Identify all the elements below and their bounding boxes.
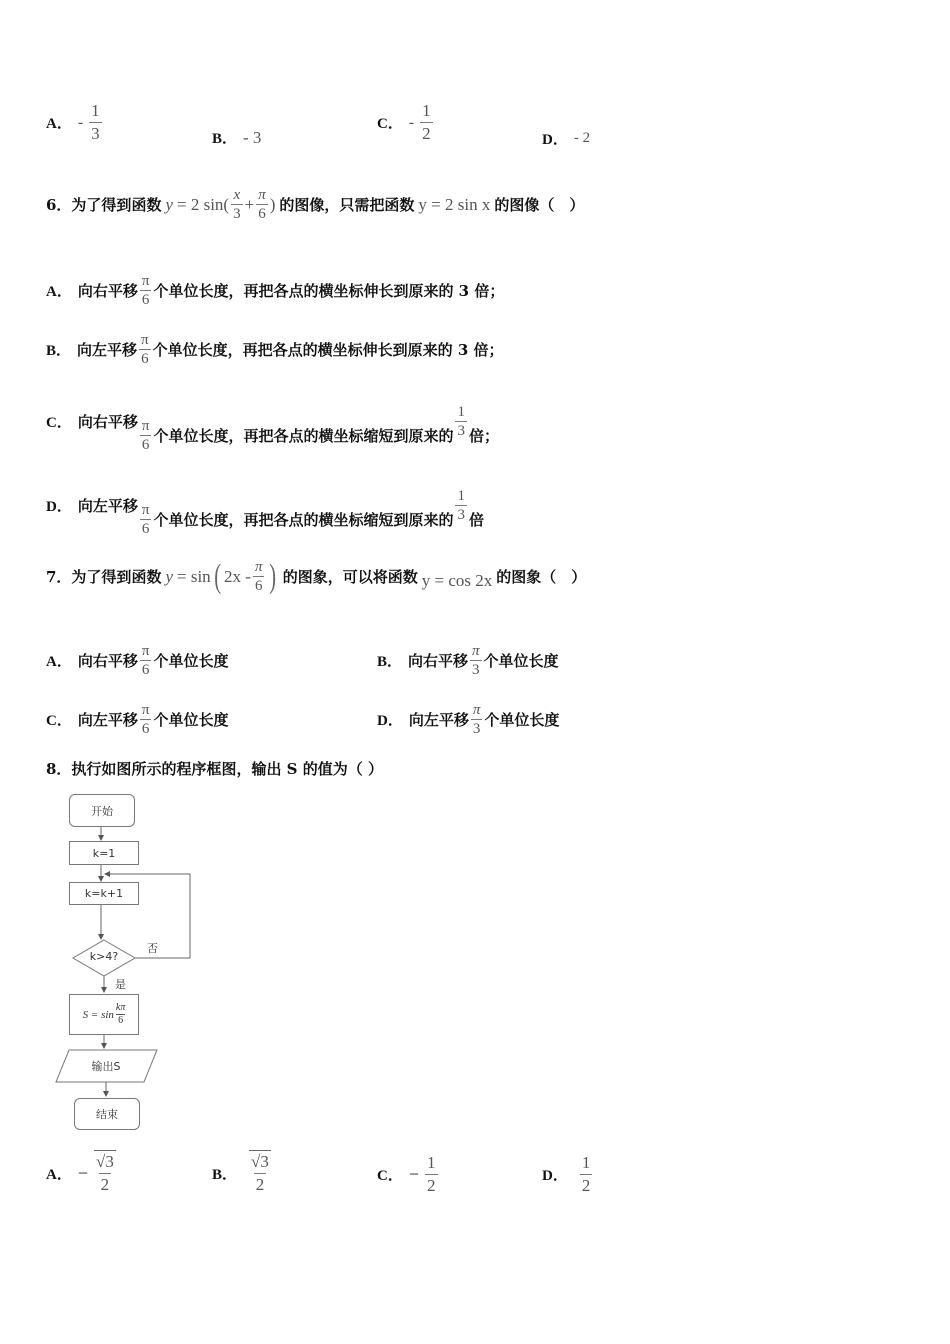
flow-condition: k>4?: [89, 950, 119, 963]
fraction: [256, 186, 268, 223]
denominator: 3: [457, 507, 465, 523]
option-label: A．: [46, 654, 72, 670]
formula-y: y: [165, 194, 173, 214]
numerator: π: [258, 187, 266, 203]
q5-option-b[interactable]: [212, 127, 261, 148]
option-label: C．: [46, 713, 72, 729]
option-label: B．: [212, 131, 238, 147]
denominator: 6: [141, 292, 150, 308]
assign-lhs: S = sin: [82, 1008, 114, 1021]
denominator: 6: [141, 662, 150, 678]
denominator: 6: [141, 437, 150, 453]
option-value: - 2: [573, 130, 591, 146]
minus-sign: -: [408, 113, 415, 131]
option-text: 向右平移: [77, 413, 138, 431]
numerator: √3: [251, 1152, 269, 1171]
assign-fraction: [116, 1002, 125, 1027]
formula-plus: +: [244, 194, 255, 214]
fraction: [94, 1150, 116, 1196]
option-text: 个单位长度: [484, 711, 560, 729]
flow-end: 结束: [74, 1098, 140, 1130]
stem-text: 的图像，只需把函数: [279, 196, 415, 214]
q5-option-c[interactable]: [377, 100, 435, 145]
fraction: [140, 417, 152, 454]
minus-sign: −: [408, 1164, 419, 1184]
formula-close: ): [269, 194, 276, 214]
q6-stem: [46, 186, 584, 223]
denominator: 3: [457, 423, 465, 439]
numerator: π: [141, 502, 150, 518]
option-text: 个单位长度，再把各点的横坐标伸长到原来的 3 倍；: [153, 282, 505, 300]
numerator: 1: [91, 101, 100, 120]
q8-option-a[interactable]: [46, 1150, 118, 1196]
numerator: π: [141, 332, 149, 348]
q8-option-b[interactable]: [212, 1150, 273, 1196]
flow-no-label: 否: [147, 942, 158, 955]
numerator: 1: [422, 101, 431, 120]
denominator: 3: [233, 206, 241, 222]
option-label: D．: [46, 499, 72, 515]
option-text: 个单位长度，再把各点的横坐标缩短到原来的: [153, 511, 454, 529]
option-text: 个单位长度: [483, 652, 559, 670]
flow-start: 开始: [69, 794, 135, 827]
denominator: 2: [581, 1176, 591, 1195]
option-label: B．: [46, 343, 72, 359]
fraction: [231, 186, 243, 223]
denominator: 6: [141, 351, 149, 367]
option-text: 个单位长度，再把各点的横坐标伸长到原来的 3 倍；: [152, 341, 504, 359]
q8-stem: [46, 758, 383, 779]
q8-option-d[interactable]: [542, 1152, 594, 1197]
option-label: D．: [542, 1168, 568, 1184]
numerator: π: [141, 273, 150, 289]
option-label: C．: [377, 1168, 403, 1184]
fraction: [249, 1150, 271, 1196]
q7-option-c[interactable]: [46, 701, 228, 738]
fraction: [455, 403, 467, 440]
flow-step: k=k+1: [69, 882, 139, 905]
option-text: 向左平移: [77, 497, 138, 515]
option-text: 向右平移: [77, 282, 138, 300]
option-label: B．: [212, 1166, 238, 1183]
formula-2: y = 2 sin x: [418, 194, 491, 214]
q6-option-c[interactable]: [46, 389, 499, 454]
numerator: x: [233, 187, 241, 203]
option-text: 向左平移: [77, 341, 138, 359]
q7-option-d[interactable]: [377, 701, 559, 738]
flowchart: [55, 788, 205, 1138]
minus-sign: -: [77, 113, 84, 131]
option-label: A．: [46, 1166, 72, 1183]
denominator: 6: [141, 721, 150, 737]
stem-text: 的图象，可以将函数: [282, 568, 418, 586]
fraction: [455, 487, 467, 524]
option-label: A．: [46, 284, 72, 300]
fraction: [139, 331, 151, 368]
option-value: - 3: [243, 127, 262, 147]
fraction: [253, 558, 265, 595]
stem-text: 的图象（ ）: [496, 568, 587, 586]
option-label: C．: [377, 116, 403, 132]
option-label: D．: [542, 132, 568, 148]
option-text: 个单位长度，再把各点的横坐标缩短到原来的: [153, 427, 454, 445]
denominator: 6: [258, 206, 266, 222]
numerator: π: [141, 702, 150, 718]
fraction: [420, 100, 433, 145]
option-label: A．: [46, 116, 72, 132]
numerator: π: [472, 702, 481, 718]
denominator: 3: [472, 662, 480, 678]
q7-option-a[interactable]: [46, 642, 228, 679]
option-text: 倍: [468, 511, 484, 529]
numerator: π: [141, 418, 150, 434]
numerator: π: [472, 643, 480, 659]
option-label: D．: [377, 713, 403, 729]
q5-option-d[interactable]: [542, 128, 590, 149]
numerator: π: [141, 643, 150, 659]
denominator: 3: [472, 721, 481, 737]
flow-output: 输出S: [91, 1060, 121, 1073]
denominator: 2: [422, 124, 431, 143]
flow-assign: [69, 994, 139, 1035]
denominator: 2: [427, 1176, 436, 1195]
option-text: 向右平移: [77, 652, 138, 670]
numerator: 1: [581, 1153, 591, 1172]
fraction: [470, 642, 482, 679]
q6-option-d[interactable]: [46, 473, 484, 538]
option-text: 个单位长度: [153, 652, 229, 670]
formula-eq: = sin: [177, 566, 211, 586]
denominator: 2: [255, 1175, 265, 1194]
option-label: B．: [377, 654, 403, 670]
stem-text: 7．为了得到函数: [46, 568, 162, 586]
stem-text: 8．执行如图所示的程序框图，输出 S 的值为（ ）: [46, 760, 383, 778]
denominator: 6: [141, 521, 150, 537]
right-paren-glyph: ): [269, 557, 277, 595]
fraction: [140, 701, 152, 738]
denominator: 6: [254, 578, 263, 594]
formula-2: y = cos 2x: [421, 570, 493, 590]
flow-yes-label: 是: [115, 978, 126, 991]
denominator: 3: [91, 124, 100, 143]
q8-option-c[interactable]: [377, 1152, 440, 1197]
denominator: 6: [118, 1015, 124, 1026]
fraction: [140, 642, 152, 679]
fraction: [89, 100, 102, 145]
fraction: [140, 272, 152, 309]
numerator: 1: [427, 1153, 436, 1172]
option-text: 向右平移: [408, 652, 469, 670]
flow-init: k=1: [69, 841, 139, 865]
formula-y: y: [165, 566, 173, 586]
option-text: 向左平移: [408, 711, 469, 729]
numerator: 1: [457, 404, 465, 420]
q7-option-b[interactable]: [377, 642, 559, 679]
q7-stem: [46, 558, 586, 595]
numerator: √3: [96, 1152, 114, 1171]
q5-option-a[interactable]: [46, 100, 104, 145]
formula-eq: = 2 sin(: [177, 194, 230, 214]
minus-sign: −: [77, 1162, 88, 1183]
fraction: [425, 1152, 438, 1197]
fraction: [580, 1152, 593, 1197]
option-text: 向左平移: [77, 711, 138, 729]
numerator: kπ: [115, 1002, 126, 1013]
option-text: 倍；: [468, 427, 499, 445]
fraction: [471, 701, 483, 738]
q6-option-a[interactable]: [46, 272, 504, 309]
numerator: 1: [457, 488, 465, 504]
q6-option-b[interactable]: [46, 331, 504, 368]
numerator: π: [254, 559, 263, 575]
option-label: C．: [46, 415, 72, 431]
stem-text: 6．为了得到函数: [46, 196, 162, 214]
stem-text: 的图像（ ）: [494, 196, 585, 214]
formula-inner: 2x -: [224, 566, 251, 586]
left-paren-glyph: (: [213, 557, 221, 595]
fraction: [140, 501, 152, 538]
option-text: 个单位长度: [153, 711, 229, 729]
denominator: 2: [100, 1175, 110, 1194]
